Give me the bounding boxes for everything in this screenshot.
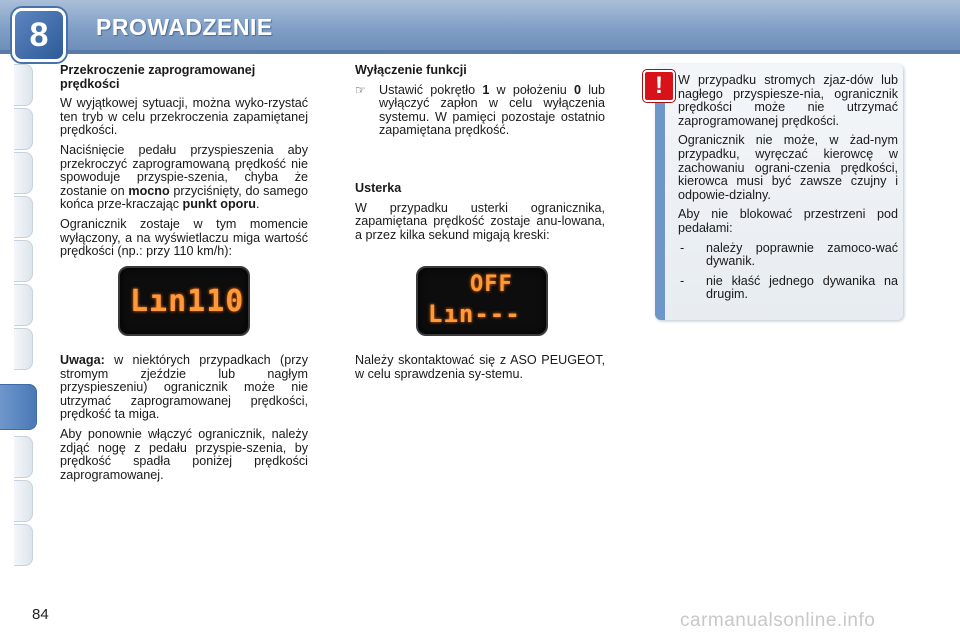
note-label: Uwaga: bbox=[60, 353, 105, 367]
warning-text bbox=[678, 74, 898, 308]
paragraph: W przypadku usterki ogranicznika, zapamiętana prędkość zostaje anu-lowana, a przez kilka sekund migają kreski: bbox=[355, 200, 605, 242]
chapter-tab[interactable] bbox=[14, 108, 33, 150]
paragraph: Należy skontaktować się z ASO PEUGEOT, w celu sprawdzenia sy-stemu. bbox=[355, 353, 605, 381]
text: przyciśnięty, do samego końca prze-kraczając bbox=[60, 183, 308, 212]
instruction-item bbox=[355, 84, 605, 138]
column-middle bbox=[355, 64, 605, 144]
display-text-off: OFF bbox=[470, 272, 513, 297]
dash-bullet: - bbox=[680, 273, 685, 288]
chapter-tab[interactable] bbox=[14, 240, 33, 282]
text: w położeniu bbox=[489, 82, 574, 97]
emphasis: mocno bbox=[128, 183, 170, 198]
section-heading-fault: Usterka bbox=[355, 181, 402, 195]
chapter-badge: 8 bbox=[12, 8, 66, 62]
emphasis: 1 bbox=[482, 82, 490, 97]
warning-stripe bbox=[655, 74, 665, 320]
list-item-text: należy poprawnie zamoco-wać dywanik. bbox=[706, 240, 898, 269]
emphasis: punkt oporu bbox=[182, 197, 256, 212]
chapter-tab[interactable] bbox=[14, 152, 33, 194]
column-middle-fault bbox=[355, 182, 605, 248]
page-title: PROWADZENIE bbox=[96, 14, 273, 40]
warning-list-item bbox=[678, 275, 898, 302]
text: lub wyłączyć zapłon w celu wyłączenia systemu. W pamięci pozostaje ostatnio zapamiętana prędkość. bbox=[379, 82, 605, 138]
text: Naciśnięcie pedału przyspieszenia aby przekroczyć zaprogramowaną prędkość nie spowoduje przyspie-szenia, chyba że zostanie on bbox=[60, 142, 308, 198]
header-divider bbox=[0, 50, 960, 54]
chapter-tab[interactable] bbox=[14, 328, 33, 370]
chapter-tab-active[interactable] bbox=[0, 384, 37, 430]
dash-bullet: - bbox=[680, 240, 685, 255]
paragraph: W wyjątkowej sytuacji, można wyko-rzystać ten tryb w celu przekroczenia zapamiętanej prędkości. bbox=[60, 96, 308, 138]
emphasis: 0 bbox=[573, 82, 581, 97]
warning-icon: ! bbox=[643, 70, 675, 102]
warning-paragraph: W przypadku stromych zjaz-dów lub nagłego przyspiesze-nia, ogranicznik prędkości może nie utrzymać zaprogramowanej prędkości. bbox=[678, 73, 898, 128]
chapter-tabs bbox=[0, 64, 36, 579]
section-heading-disable: Wyłączenie funkcji bbox=[355, 63, 467, 77]
column-middle-lower bbox=[355, 354, 605, 387]
paragraph: Ogranicznik zostaje w tym momencie wyłączony, a na wyświetlaczu miga wartość prędkości (np.: przy 110 km/h): bbox=[60, 216, 308, 259]
warning-paragraph: Ogranicznik nie może, w żad-nym przypadku, wyręczać kierowcę w zachowaniu ograni-czenia prędkości, kierowca musi być zawsze czujny i odpowie-dzialny. bbox=[678, 133, 898, 202]
chapter-tab[interactable] bbox=[14, 480, 33, 522]
chapter-tab[interactable] bbox=[14, 284, 33, 326]
warning-list-item bbox=[678, 242, 898, 269]
chapter-tab[interactable] bbox=[14, 524, 33, 566]
display-text-dashes: Lın--- bbox=[428, 300, 521, 328]
text: w niektórych przypadkach (przy stromym zjeździe lub nagłym przyspieszeniu) ogranicznik może nie utrzymać zaprogramowanej prędkości, prędkość ta miga. bbox=[60, 353, 308, 422]
list-item-text: nie kłaść jednego dywanika na drugim. bbox=[706, 273, 898, 302]
speed-display-off bbox=[416, 266, 548, 336]
chapter-tab[interactable] bbox=[14, 196, 33, 238]
speed-display-lim110 bbox=[118, 266, 250, 336]
instruction-text bbox=[379, 84, 605, 138]
text: Ustawić pokrętło bbox=[379, 82, 483, 97]
warning-paragraph: Aby nie blokować przestrzeni pod pedałami: bbox=[678, 207, 898, 235]
text: . bbox=[255, 197, 260, 212]
chapter-tab[interactable] bbox=[14, 436, 33, 478]
column-left-lower bbox=[60, 354, 308, 488]
paragraph: Aby ponownie włączyć ogranicznik, należy zdjąć nogę z pedału przyspie-szenia, by prędkość spadła poniżej prędkości zaprogramowanej. bbox=[60, 426, 308, 482]
section-heading-overspeed: Przekroczenie zaprogramowanej prędkości bbox=[60, 63, 256, 91]
hand-pointer-icon: ☞ bbox=[355, 82, 366, 97]
note-paragraph bbox=[60, 354, 308, 422]
page-number: 84 bbox=[32, 606, 49, 623]
chapter-tab[interactable] bbox=[14, 64, 33, 106]
display-text: Lın110 bbox=[130, 284, 245, 319]
column-left bbox=[60, 64, 308, 265]
watermark: carmanualsonline.info bbox=[680, 610, 876, 631]
paragraph bbox=[60, 144, 308, 212]
